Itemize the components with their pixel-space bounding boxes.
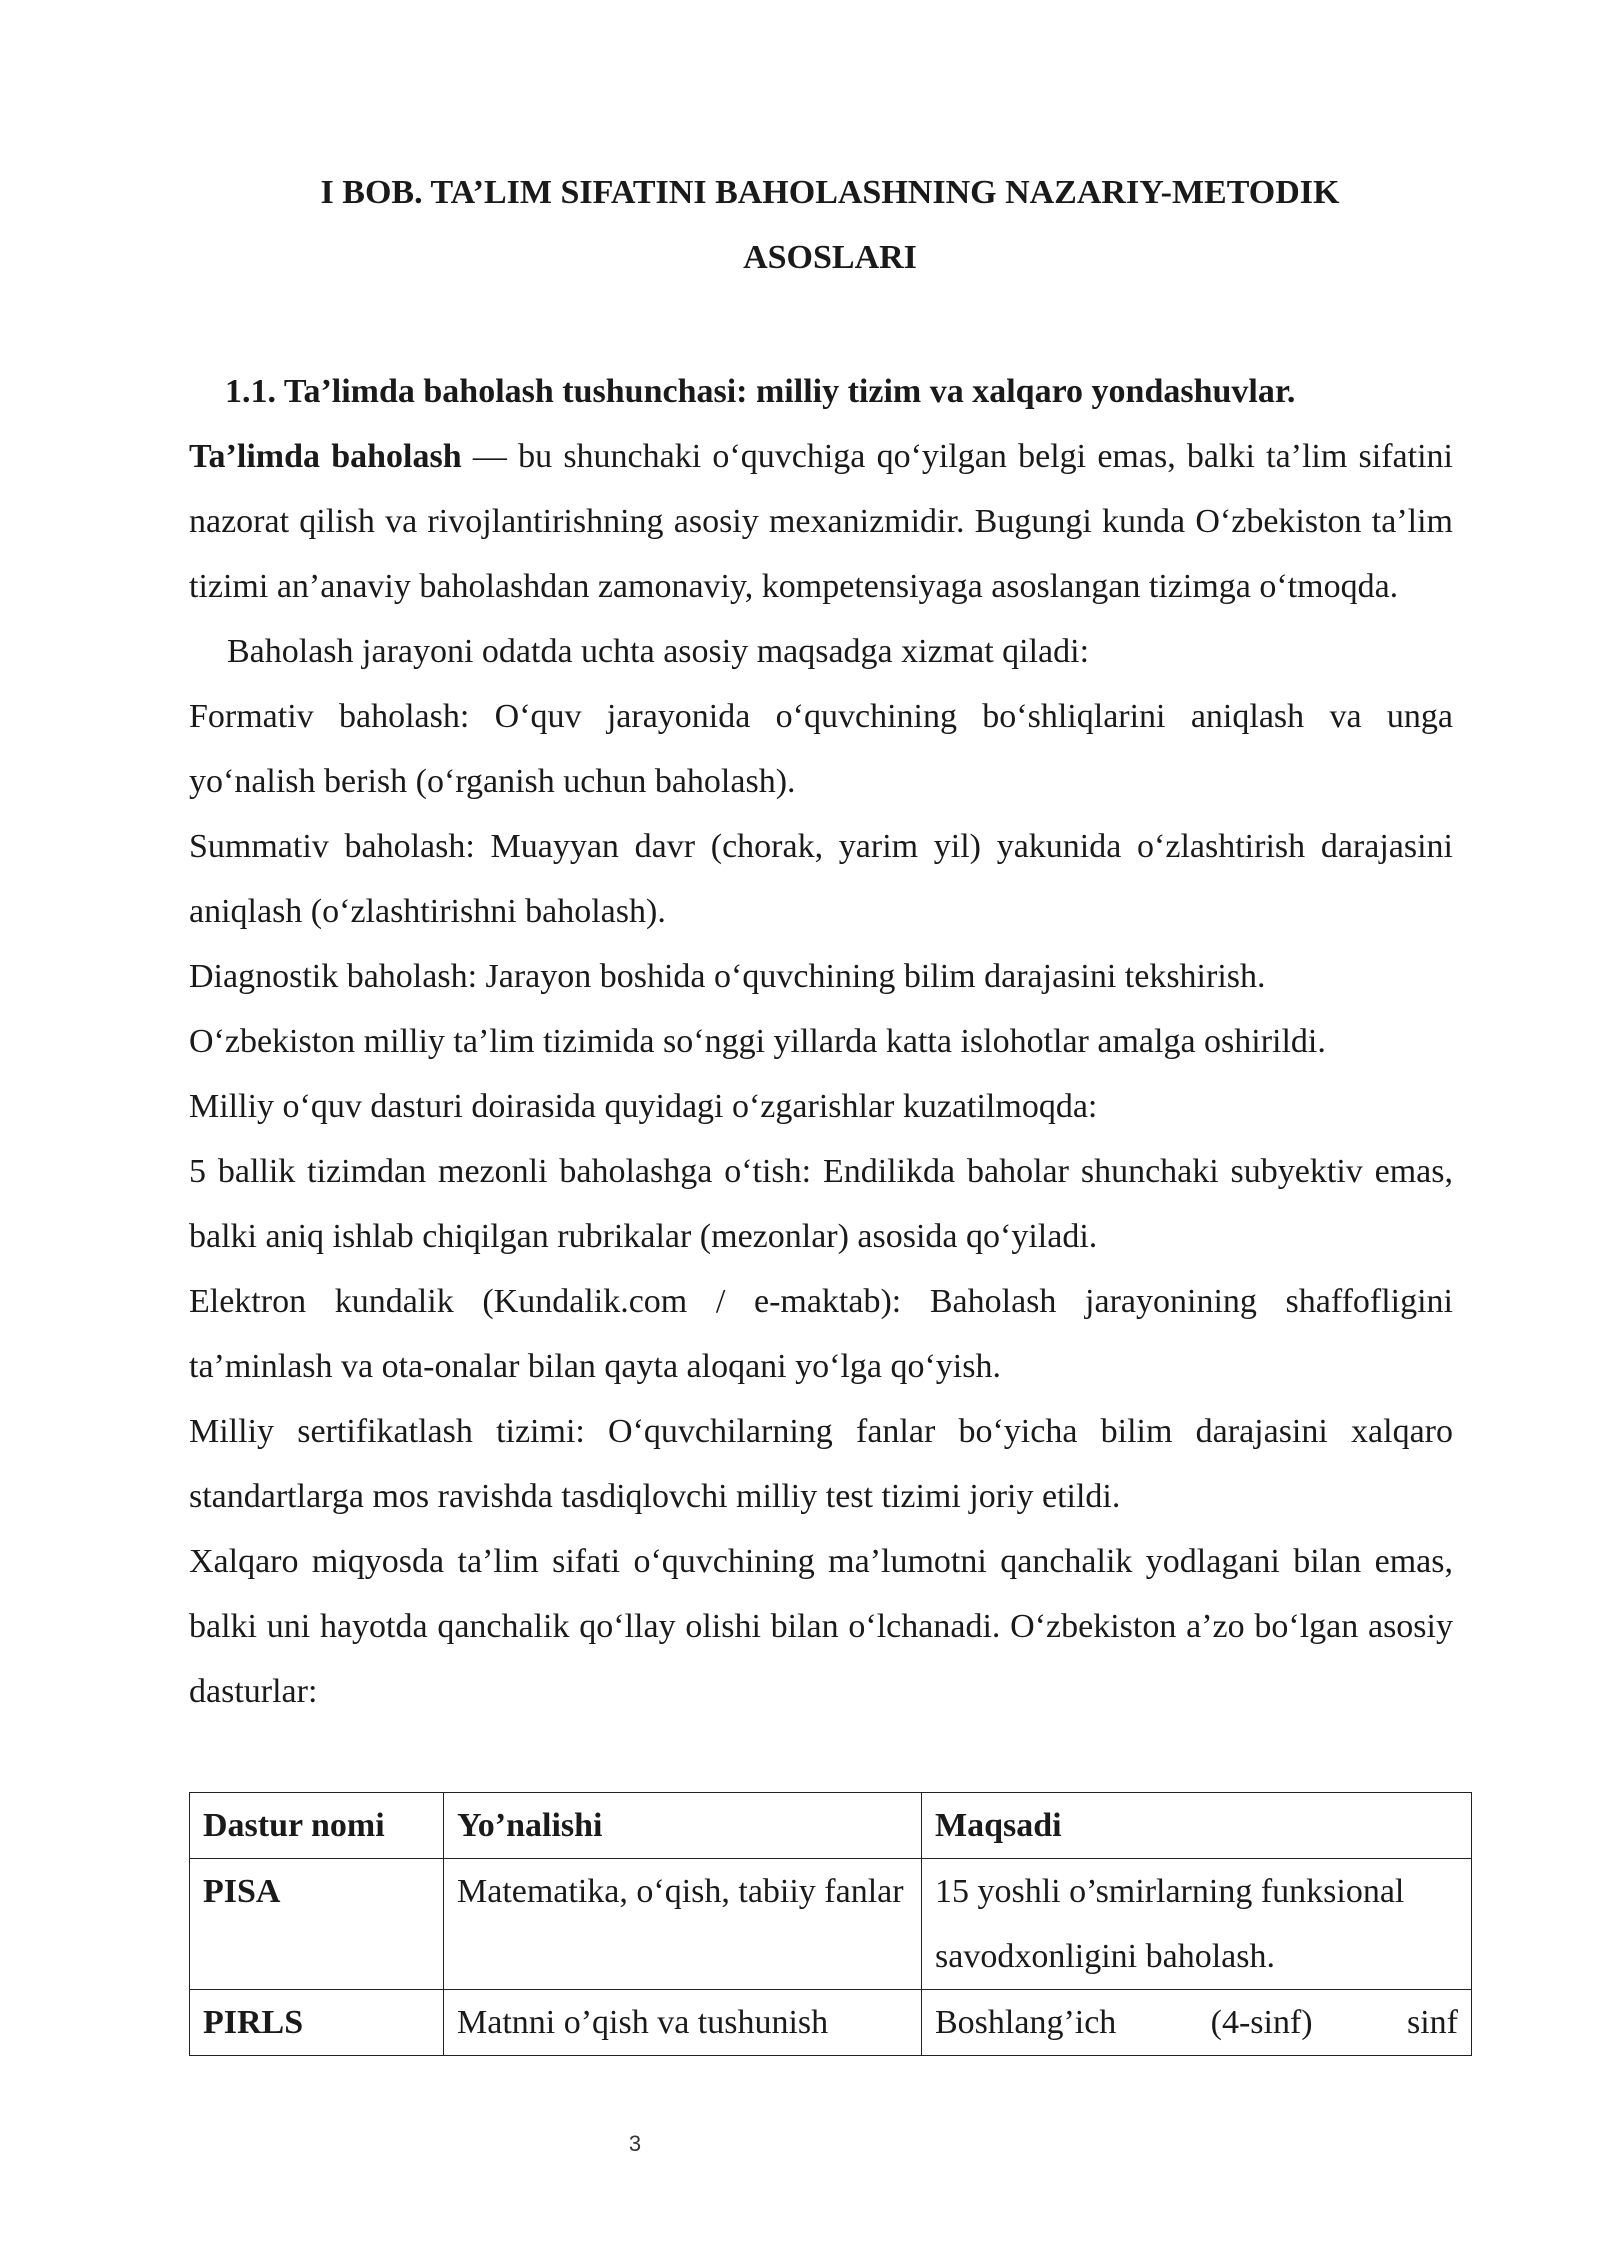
page-number: 3: [628, 2131, 642, 2156]
change-item-3: Milliy sertifikatlash tizimi: O‘quvchilarning fanlar bo‘yicha bilim darajasini xalqaro standartlarga mos ravishda tasdiqlovchi milliy test tizimi joriy etildi.: [189, 1413, 1453, 1515]
program-name-cell: PIRLS: [190, 1990, 444, 2056]
summative-item: Summativ baholash: Muayyan davr (chorak, yarim yil) yakunida o‘zlashtirish darajasini aniqlash (o‘zlashtirishni baholash).: [189, 828, 1453, 930]
section-heading: 1.1. Ta’limda baholash tushunchasi: milliy tizim va xalqaro yondashuvlar.: [225, 373, 1296, 410]
intro-text: — bu shunchaki o‘quvchiga qo‘yilgan belgi emas, balki ta’lim sifatini nazorat qilish va rivojlantirishning asosiy mexanizmidir. Bugungi kunda O‘zbekiston ta’lim tizimi an’anaviy baholashdan zamonaviy, kompetensiyaga asoslangan tizimga o‘tmoqda.: [189, 438, 1453, 605]
reforms-paragraph: O‘zbekiston milliy ta’lim tizimida so‘nggi yillarda katta islohotlar amalga oshirildi.: [189, 1023, 1326, 1060]
direction-cell: Matematika, o‘qish, tabiiy fanlar: [444, 1859, 922, 1990]
chapter-title-line2: ASOSLARI: [743, 239, 917, 276]
purpose-cell: 15 yoshli o’smirlarning funksional savodxonligini baholash.: [922, 1859, 1472, 1990]
table-row: [190, 1990, 1472, 2056]
intro-term: Ta’limda baholash: [189, 438, 462, 475]
direction-cell: Matnni o’qish va tushunish: [444, 1990, 922, 2056]
diagnostic-item: Diagnostik baholash: Jarayon boshida o‘quvchining bilim darajasini tekshirish.: [189, 958, 1266, 995]
change-item-2: Elektron kundalik (Kundalik.com / e-maktab): Baholash jarayonining shaffofligini ta’minlash va ota-onalar bilan qayta aloqani yo‘lga qo‘yish.: [189, 1283, 1453, 1385]
header-purpose: Maqsadi: [922, 1793, 1472, 1859]
program-name-cell: PISA: [190, 1859, 444, 1990]
change-item-1: 5 ballik tizimdan mezonli baholashga o‘tish: Endilikda baholar shunchaki subyektiv emas, balki aniq ishlab chiqilgan rubrikalar (mezonlar) asosida qo‘yiladi.: [189, 1153, 1453, 1255]
purposes-intro: Baholash jarayoni odatda uchta asosiy maqsadga xizmat qiladi:: [227, 633, 1090, 670]
header-direction: Yo’nalishi: [444, 1793, 922, 1859]
purpose-cell: Boshlang’ich (4-sinf) sinf: [922, 1990, 1472, 2056]
table-header-row: [190, 1793, 1472, 1859]
intro-paragraph: [189, 424, 1453, 619]
changes-intro: Milliy o‘quv dasturi doirasida quyidagi o‘zgarishlar kuzatilmoqda:: [189, 1088, 1098, 1125]
formative-item: Formativ baholash: O‘quv jarayonida o‘quvchining bo‘shliqlarini aniqlash va unga yo‘nalish berish (o‘rganish uchun baholash).: [189, 698, 1453, 800]
programs-table: [189, 1792, 1472, 2056]
chapter-title: [180, 160, 1480, 290]
table-row: [190, 1859, 1472, 1990]
body-text: [189, 359, 1453, 1724]
header-program-name: Dastur nomi: [190, 1793, 444, 1859]
international-paragraph: Xalqaro miqyosda ta’lim sifati o‘quvchining ma’lumotni qanchalik yodlagani bilan emas, balki uni hayotda qanchalik qo‘llay olishi bilan o‘lchanadi. O‘zbekiston a’zo bo‘lgan asosiy dasturlar:: [189, 1543, 1453, 1710]
chapter-title-line1: I BOB. TA’LIM SIFATINI BAHOLASHNING NAZARIY-METODIK: [320, 174, 1340, 211]
